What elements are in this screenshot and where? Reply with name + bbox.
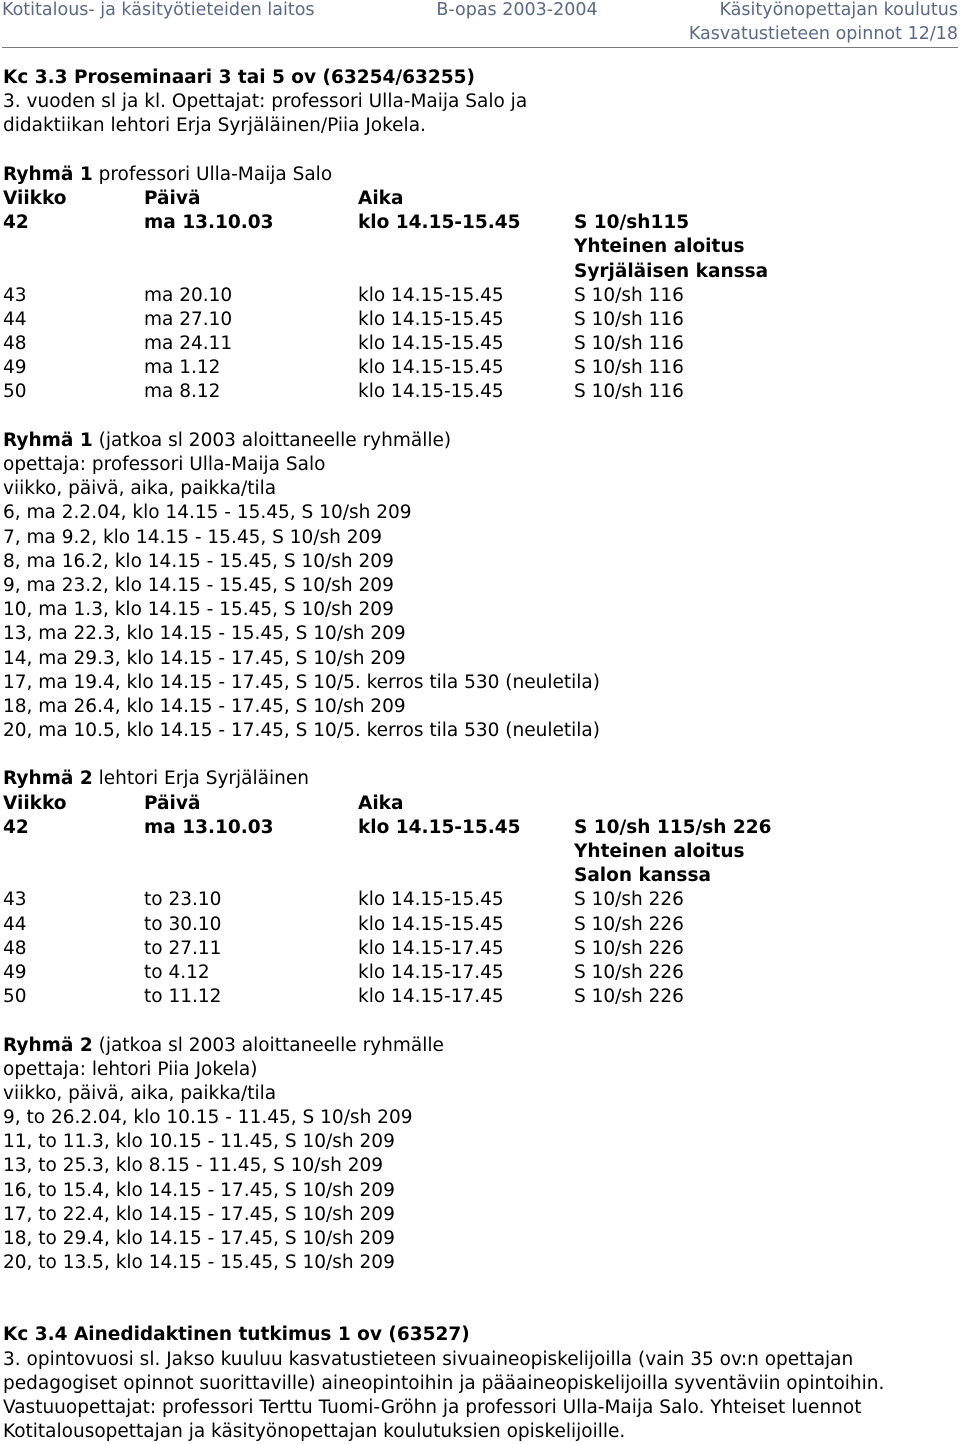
cell-week: 43 bbox=[3, 889, 27, 911]
table-row bbox=[3, 913, 958, 937]
cell-room: S 10/sh 226 bbox=[574, 913, 684, 935]
course-desc-line: Kotitalousopettajan ja käsityönopettajan koulutuksien opiskelijoille. bbox=[3, 1421, 626, 1443]
cell-day: to 4.12 bbox=[144, 961, 210, 983]
column-header-week: Viikko bbox=[3, 187, 67, 209]
cell-time: klo 14.15-15.45 bbox=[358, 212, 521, 234]
cell-week: 50 bbox=[3, 381, 27, 403]
table-note bbox=[3, 235, 958, 259]
note-text: Yhteinen aloitus bbox=[574, 841, 745, 862]
schedule-line: 17, ma 19.4, klo 14.15 - 17.45, S 10/5. kerros tila 530 (neuletila) bbox=[3, 671, 600, 693]
course-desc-line: pedagogiset opinnot suorittaville) aineopintoihin ja pääaineopiskelijoilla syventäviin opintoihin. bbox=[3, 1372, 885, 1394]
cell-week: 49 bbox=[3, 357, 27, 379]
header-department: Kotitalous- ja käsityötieteiden laitos bbox=[2, 0, 315, 20]
cell-week: 42 bbox=[3, 212, 29, 234]
cell-week: 49 bbox=[3, 961, 27, 983]
column-header-week: Viikko bbox=[3, 792, 67, 814]
cell-room: S 10/sh 226 bbox=[574, 961, 684, 983]
header-row bbox=[2, 0, 958, 22]
cell-day: ma 13.10.03 bbox=[144, 816, 274, 838]
note-text: Syrjäläisen kanssa bbox=[574, 260, 769, 282]
group2b-heading bbox=[3, 1034, 958, 1058]
table-row bbox=[3, 332, 958, 356]
group-teacher: professori Ulla-Maija Salo bbox=[92, 163, 333, 185]
course-desc-line: 3. opintovuosi sl. Jakso kuuluu kasvatustieteen sivuaineopiskelijoilla (vain 35 ov:n opettajan bbox=[3, 1348, 854, 1370]
cell-week: 43 bbox=[3, 284, 27, 306]
group1-rows bbox=[3, 284, 958, 405]
cell-room: S 10/sh115 bbox=[574, 212, 690, 234]
cell-day: to 11.12 bbox=[144, 986, 222, 1008]
table-row bbox=[3, 356, 958, 380]
column-header-day: Päivä bbox=[144, 792, 201, 814]
group-label: Ryhmä 1 bbox=[3, 163, 93, 185]
cell-room: S 10/sh 226 bbox=[574, 937, 684, 959]
course-title-kc33: Kc 3.3 Proseminaari 3 tai 5 ov (63254/63255) bbox=[3, 67, 475, 88]
cell-day: ma 20.10 bbox=[144, 284, 233, 306]
cell-room: S 10/sh 115/sh 226 bbox=[574, 816, 772, 838]
schedule-line: 10, ma 1.3, klo 14.15 - 15.45, S 10/sh 209 bbox=[3, 599, 394, 621]
group-label: Ryhmä 2 bbox=[3, 1034, 93, 1056]
column-header-time: Aika bbox=[358, 187, 404, 209]
table-note bbox=[3, 864, 958, 888]
schedule-line: 13, ma 22.3, klo 14.15 - 15.45, S 10/sh 209 bbox=[3, 623, 406, 645]
page-header bbox=[2, 0, 958, 46]
header-guide: B-opas 2003-2004 bbox=[436, 0, 598, 20]
table-note bbox=[3, 260, 958, 284]
group2-table-header bbox=[3, 792, 958, 816]
schedule-line: 13, to 25.3, klo 8.15 - 11.45, S 10/sh 209 bbox=[3, 1155, 384, 1177]
group1b-heading bbox=[3, 429, 958, 453]
header-subtitle: Kasvatustieteen opinnot 12/18 bbox=[688, 24, 958, 44]
group-teacher: lehtori Erja Syrjäläinen bbox=[92, 768, 309, 790]
column-header-day: Päivä bbox=[144, 187, 201, 209]
schedule-line: 16, to 15.4, klo 14.15 - 17.45, S 10/sh 209 bbox=[3, 1179, 395, 1201]
cell-week: 42 bbox=[3, 816, 29, 838]
course-desc-line: 3. vuoden sl ja kl. Opettajat: professori Ulla-Maija Salo ja bbox=[3, 91, 528, 113]
schedule-columns: viikko, päivä, aika, paikka/tila bbox=[3, 1082, 277, 1104]
group-note: (jatkoa sl 2003 aloittaneelle ryhmälle) bbox=[92, 429, 452, 451]
cell-day: ma 24.11 bbox=[144, 333, 233, 355]
cell-day: ma 13.10.03 bbox=[144, 212, 274, 234]
table-row bbox=[3, 211, 958, 235]
schedule-line: 20, to 13.5, klo 14.15 - 15.45, S 10/sh 209 bbox=[3, 1252, 395, 1274]
cell-week: 44 bbox=[3, 308, 27, 330]
table-row bbox=[3, 816, 958, 840]
group-note: (jatkoa sl 2003 aloittaneelle ryhmälle bbox=[92, 1034, 444, 1056]
cell-time: klo 14.15-17.45 bbox=[358, 986, 504, 1008]
schedule-line: 6, ma 2.2.04, klo 14.15 - 15.45, S 10/sh 209 bbox=[3, 502, 412, 524]
cell-room: S 10/sh 226 bbox=[574, 889, 684, 911]
table-row bbox=[3, 380, 958, 404]
cell-week: 44 bbox=[3, 913, 27, 935]
document-body bbox=[3, 66, 958, 1444]
cell-time: klo 14.15-17.45 bbox=[358, 961, 504, 983]
cell-time: klo 14.15-15.45 bbox=[358, 381, 504, 403]
cell-week: 50 bbox=[3, 986, 27, 1008]
cell-room: S 10/sh 116 bbox=[574, 333, 684, 355]
schedule-line: 18, ma 26.4, klo 14.15 - 17.45, S 10/sh 209 bbox=[3, 695, 406, 717]
group1-table-header bbox=[3, 187, 958, 211]
course-desc-line: didaktiikan lehtori Erja Syrjäläinen/Piia Jokela. bbox=[3, 115, 426, 137]
cell-time: klo 14.15-15.45 bbox=[358, 913, 504, 935]
table-row bbox=[3, 961, 958, 985]
group1-heading bbox=[3, 163, 958, 187]
cell-time: klo 14.15-15.45 bbox=[358, 284, 504, 306]
schedule-line: 14, ma 29.3, klo 14.15 - 17.45, S 10/sh 209 bbox=[3, 647, 406, 669]
schedule-line: 11, to 11.3, klo 10.15 - 11.45, S 10/sh 209 bbox=[3, 1131, 395, 1153]
cell-time: klo 14.15-15.45 bbox=[358, 357, 504, 379]
header-divider bbox=[2, 47, 958, 48]
cell-day: ma 27.10 bbox=[144, 308, 233, 330]
cell-room: S 10/sh 116 bbox=[574, 381, 684, 403]
table-row bbox=[3, 985, 958, 1009]
schedule-line: 8, ma 16.2, klo 14.15 - 15.45, S 10/sh 209 bbox=[3, 550, 394, 572]
note-text: Yhteinen aloitus bbox=[574, 236, 745, 258]
group-teacher: opettaja: professori Ulla-Maija Salo bbox=[3, 454, 326, 475]
schedule-line: 18, to 29.4, klo 14.15 - 17.45, S 10/sh 209 bbox=[3, 1228, 395, 1249]
schedule-line: 7, ma 9.2, klo 14.15 - 15.45, S 10/sh 209 bbox=[3, 526, 383, 548]
schedule-line: 9, ma 23.2, klo 14.15 - 15.45, S 10/sh 209 bbox=[3, 574, 394, 596]
group-teacher: opettaja: lehtori Piia Jokela) bbox=[3, 1058, 258, 1080]
group-label: Ryhmä 1 bbox=[3, 429, 93, 451]
cell-room: S 10/sh 116 bbox=[574, 357, 684, 379]
cell-time: klo 14.15-15.45 bbox=[358, 889, 504, 911]
group2-heading bbox=[3, 767, 958, 791]
schedule-columns: viikko, päivä, aika, paikka/tila bbox=[3, 478, 277, 500]
cell-time: klo 14.15-15.45 bbox=[358, 816, 521, 838]
cell-time: klo 14.15-15.45 bbox=[358, 333, 504, 355]
course-desc-line: Vastuuopettajat: professori Terttu Tuomi-Gröhn ja professori Ulla-Maija Salo. Yhteiset luennot bbox=[3, 1396, 862, 1418]
schedule-line: 17, to 22.4, klo 14.15 - 17.45, S 10/sh 209 bbox=[3, 1203, 395, 1225]
table-note bbox=[3, 840, 958, 864]
table-row bbox=[3, 888, 958, 912]
group-label: Ryhmä 2 bbox=[3, 768, 93, 790]
schedule-line: 20, ma 10.5, klo 14.15 - 17.45, S 10/5. kerros tila 530 (neuletila) bbox=[3, 720, 600, 742]
header-program: Käsityönopettajan koulutus bbox=[719, 0, 958, 20]
cell-day: ma 1.12 bbox=[144, 357, 221, 379]
cell-day: to 23.10 bbox=[144, 889, 222, 911]
table-row bbox=[3, 937, 958, 961]
course-title-kc34: Kc 3.4 Ainedidaktinen tutkimus 1 ov (63527) bbox=[3, 1324, 470, 1346]
cell-room: S 10/sh 116 bbox=[574, 308, 684, 330]
column-header-time: Aika bbox=[358, 792, 404, 814]
cell-day: ma 8.12 bbox=[144, 381, 221, 403]
cell-room: S 10/sh 226 bbox=[574, 986, 684, 1008]
cell-week: 48 bbox=[3, 937, 27, 959]
cell-room: S 10/sh 116 bbox=[574, 284, 684, 306]
table-row bbox=[3, 284, 958, 308]
schedule-line: 9, to 26.2.04, klo 10.15 - 11.45, S 10/sh 209 bbox=[3, 1107, 413, 1129]
cell-week: 48 bbox=[3, 333, 27, 355]
group2-rows bbox=[3, 888, 958, 1009]
cell-time: klo 14.15-15.45 bbox=[358, 308, 504, 330]
table-row bbox=[3, 308, 958, 332]
note-text: Salon kanssa bbox=[574, 865, 711, 887]
cell-time: klo 14.15-17.45 bbox=[358, 937, 504, 959]
cell-day: to 27.11 bbox=[144, 937, 222, 959]
cell-day: to 30.10 bbox=[144, 913, 222, 935]
